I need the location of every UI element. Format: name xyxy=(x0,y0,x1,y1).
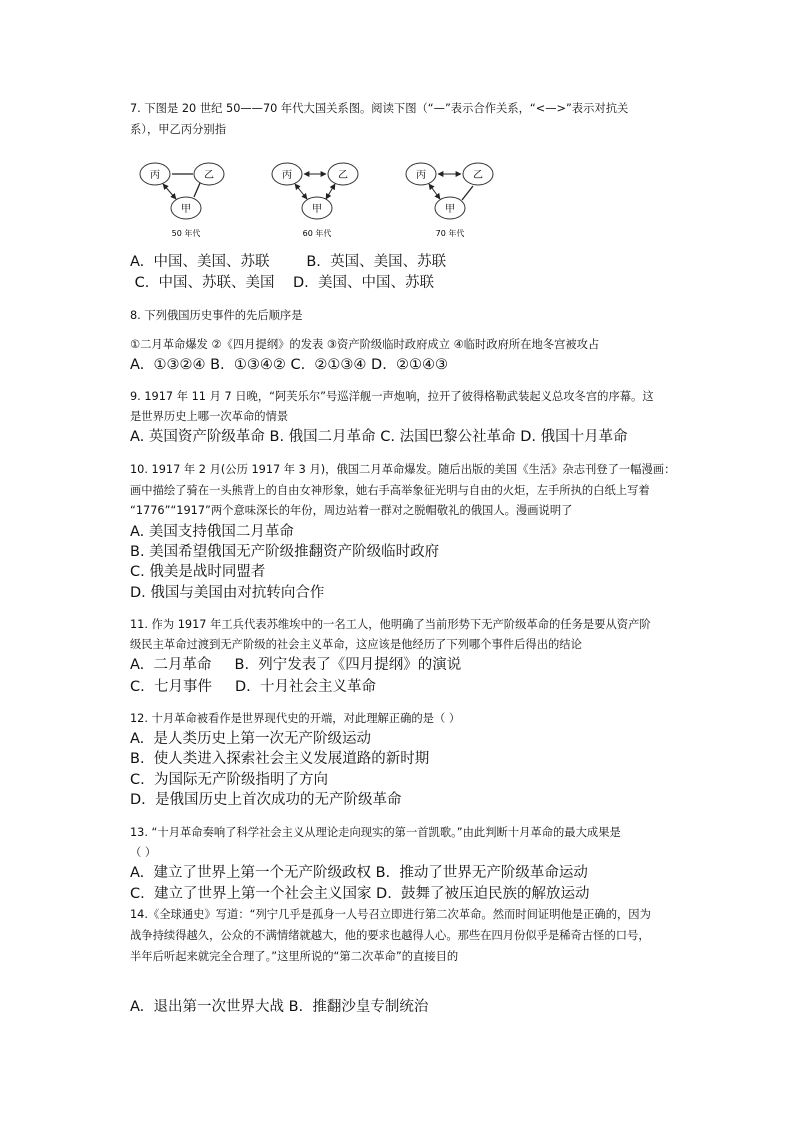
q7-options-line2: C. 中国、苏联、美国 D. 美国、中国、苏联 xyxy=(130,275,434,291)
q14-stem-line3: 半年后听起来就完全合理了。”这里所说的“第二次革命”的直接目的 xyxy=(130,950,459,963)
q10-option-d: D. 俄国与美国由对抗转向合作 xyxy=(130,585,325,601)
q9-stem-line2: 是世界历史上哪一次革命的情景 xyxy=(130,410,289,423)
q10-stem-line2: 画中描绘了骑在一头熊背上的自由女神形象，她右手高举象征光明与自由的火炬，左手所执的白纸上写着 xyxy=(130,484,650,497)
q7-stem-line2: 系），甲乙丙分别指 xyxy=(130,123,227,136)
q10-option-c: C. 俄美是战时同盟者 xyxy=(130,564,266,580)
q10-stem-line1: 10. 1917 年 2 月(公历 1917 年 3 月)，俄国二月革命爆发。随后出版的美国《生活》杂志刊登了一幅漫画： xyxy=(130,463,676,476)
q12-option-d: D. 是俄国历史上首次成功的无产阶级革命 xyxy=(130,792,402,808)
caption-60s: 60 年代 xyxy=(302,229,332,238)
diagram-70s xyxy=(406,163,493,238)
q11-options-line1: A. 二月革命 B. 列宁发表了《四月提纲》的演说 xyxy=(130,657,462,673)
opposition-arrow xyxy=(163,184,176,199)
label-yi: 乙 xyxy=(338,170,348,181)
q10-option-b: B. 美国希望俄国无产阶级推翻资产阶级临时政府 xyxy=(130,544,440,560)
q12-option-b: B. 使人类进入探索社会主义发展道路的新时期 xyxy=(130,751,430,767)
q7-options-line1: A. 中国、美国、苏联 B. 英国、美国、苏联 xyxy=(130,254,447,270)
diagram-50s xyxy=(140,163,224,238)
label-jia: 甲 xyxy=(312,204,322,215)
label-bing: 丙 xyxy=(282,170,292,181)
diagram-60s xyxy=(272,163,358,238)
label-yi: 乙 xyxy=(473,170,483,181)
q13-stem-line2: （ ） xyxy=(130,846,157,859)
caption-50s: 50 年代 xyxy=(171,229,201,238)
q12-stem: 12. 十月革命被看作是世界现代史的开端，对此理解正确的是（ ） xyxy=(130,712,461,725)
opposition-arrow xyxy=(326,184,335,199)
q13-options-line2: C. 建立了世界上第一个社会主义国家 D. 鼓舞了被压迫民族的解放运动 xyxy=(130,886,590,902)
cooperation-line xyxy=(194,183,200,197)
q12-option-c: C. 为国际无产阶级指明了方向 xyxy=(130,772,328,788)
q8-events: ①二月革命爆发 ②《四月提纲》的发表 ③资产阶级临时政府成立 ④临时政府所在地冬宫被攻占 xyxy=(130,338,600,351)
label-jia: 甲 xyxy=(445,204,455,215)
opposition-arrow xyxy=(295,184,307,199)
label-jia: 甲 xyxy=(181,204,191,215)
q7-relation-diagram xyxy=(128,150,508,245)
opposition-arrow xyxy=(429,184,440,199)
label-bing: 丙 xyxy=(416,170,426,181)
q11-stem-line1: 11. 作为 1917 年工兵代表苏维埃中的一名工人，他明确了当前形势下无产阶级革命的任务是要从资产阶 xyxy=(130,618,651,631)
caption-70s: 70 年代 xyxy=(435,229,465,238)
q7-stem-line1: 7. 下图是 20 世纪 50——70 年代大国关系图。阅读下图（“—”表示合作关系，“<—>”表示对抗关 xyxy=(130,102,629,115)
q11-options-line2: C. 七月事件 D. 十月社会主义革命 xyxy=(130,679,376,695)
q8-options: A. ①③②④ B. ①③④② C. ②①③④ D. ②①④③ xyxy=(130,357,449,373)
cooperation-line xyxy=(462,186,473,200)
q13-stem-line1: 13. “十月革命奏响了科学社会主义从理论走向现实的第一首凯歌。”由此判断十月革命的最大成果是 xyxy=(130,826,621,839)
q11-stem-line2: 级民主革命过渡到无产阶级的社会主义革命，这应该是他经历了下列哪个事件后得出的结论 xyxy=(130,638,582,651)
q9-stem-line1: 9. 1917 年 11 月 7 日晚，“阿芙乐尔”号巡洋舰一声炮响，拉开了彼得格勒武装起义总攻冬宫的序幕。这 xyxy=(130,390,654,403)
q14-stem-line1: 14.《全球通史》写道：“列宁几乎是孤身一人号召立即进行第二次革命。然而时间证明他是正确的，因为 xyxy=(130,908,651,921)
q13-options-line1: A. 建立了世界上第一个无产阶级政权 B. 推动了世界无产阶级革命运动 xyxy=(130,865,588,881)
q10-option-a: A. 美国支持俄国二月革命 xyxy=(130,524,294,540)
q9-options: A. 英国资产阶级革命 B. 俄国二月革命 C. 法国巴黎公社革命 D. 俄国十月革命 xyxy=(130,429,628,445)
q8-stem: 8. 下列俄国历史事件的先后顺序是 xyxy=(130,309,303,322)
label-bing: 丙 xyxy=(150,170,160,181)
q14-stem-line2: 战争持续得越久，公众的不满情绪就越大，他的要求也越得人心。那些在四月份似乎是稀奇古怪的口号， xyxy=(130,929,650,942)
q14-options-line1: A. 退出第一次世界大战 B. 推翻沙皇专制统治 xyxy=(130,999,429,1015)
label-yi: 乙 xyxy=(204,170,214,181)
q10-stem-line3: “1776”“1917”两个意味深长的年份，周边站着一群对之脱帽敬礼的俄国人。漫画说明了 xyxy=(130,504,573,517)
q12-option-a: A. 是人类历史上第一次无产阶级运动 xyxy=(130,731,371,747)
